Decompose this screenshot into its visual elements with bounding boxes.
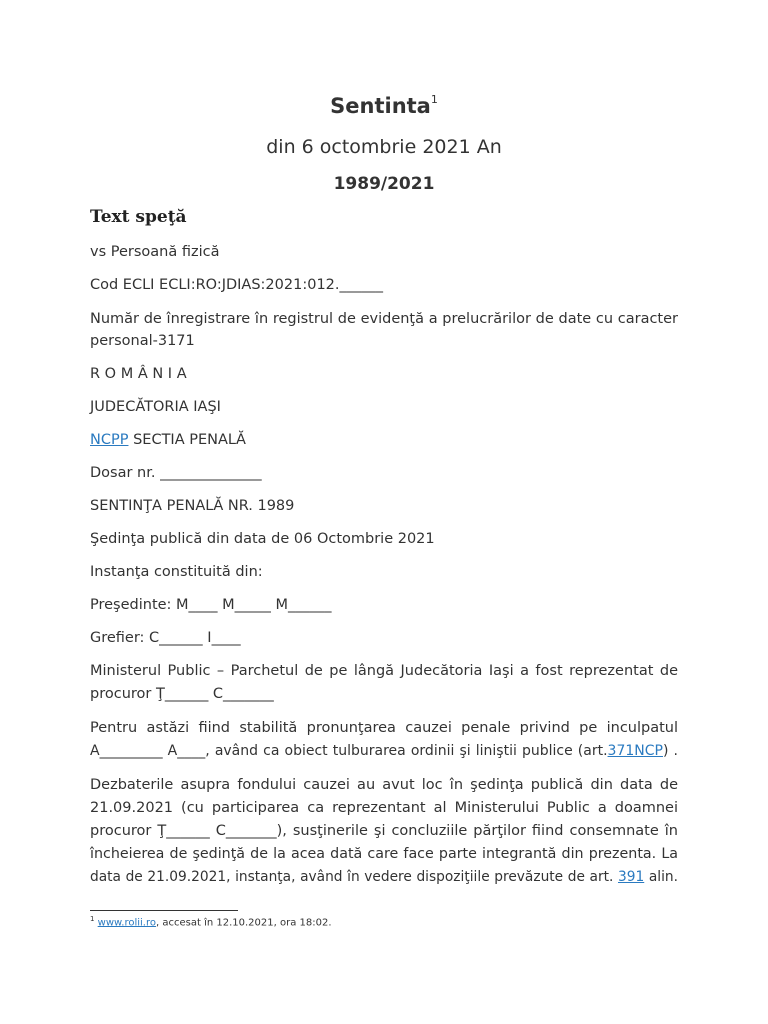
- ncpp-link[interactable]: NCPP: [90, 432, 129, 448]
- court-composition-line: Instanţa constituită din:: [90, 564, 263, 580]
- debate-end: alin.: [644, 869, 678, 885]
- prosecutor-line-2: procuror Ţ______ C_______: [90, 686, 274, 702]
- document-date: din 6 octombrie 2021 An: [266, 136, 502, 158]
- pronouncement-end: ) .: [662, 743, 678, 759]
- president-line: Preşedinte: M____ M_____ M______: [90, 597, 332, 613]
- ecli-line: Cod ECLI ECLI:RO:JDIAS:2021:012.______: [90, 277, 384, 293]
- article-371-link[interactable]: 371NCP: [607, 743, 663, 759]
- section-heading: Text speţă: [90, 207, 187, 227]
- title-text: Sentinta: [330, 94, 431, 118]
- sentence-number-line: SENTINŢA PENALĂ NR. 1989: [90, 498, 295, 514]
- hearing-line: Şedinţa publică din data de 06 Octombrie 2021: [90, 531, 435, 547]
- prosecutor-line-1: Ministerul Public – Parchetul de pe lângă Judecătoria Iaşi a fost reprezentat de: [90, 663, 678, 679]
- footnote-link[interactable]: www.rolii.ro: [97, 917, 156, 929]
- article-391-link[interactable]: 391: [617, 869, 645, 885]
- footnote-divider: [90, 910, 238, 911]
- pronouncement-line-2: [90, 740, 678, 762]
- debate-line-2: 21.09.2021 (cu participarea ca reprezentant al Ministerului Public a doamnei: [90, 800, 678, 816]
- footnote: [90, 915, 332, 928]
- pronouncement-line-1: Pentru astăzi fiind stabilită pronunţarea cauzei penale privind pe inculpatul: [90, 720, 678, 736]
- registry-line-2: personal-3171: [90, 333, 195, 349]
- pronouncement-text: A_________ A____, având ca obiect tulburarea ordinii şi liniştii publice (art.: [90, 743, 608, 759]
- document-title: [0, 94, 768, 118]
- section-line: [90, 429, 678, 451]
- party-line: vs Persoană fizică: [90, 244, 220, 260]
- debate-line-5: [90, 866, 678, 888]
- registry-line-1: Număr de înregistrare în registrul de evidenţă a prelucrărilor de date cu caracter: [90, 311, 678, 327]
- debate-text: data de 21.09.2021, instanţa, având în vedere dispoziţiile prevăzute de art.: [90, 869, 618, 885]
- section-rest: SECTIA PENALĂ: [128, 432, 246, 448]
- debate-line-4: încheierea de şedinţă de la acea dată care face parte integrantă din prezenta. La: [90, 846, 678, 862]
- clerk-line: Grefier: C______ I____: [90, 630, 241, 646]
- dossier-line: Dosar nr. ______________: [90, 465, 262, 481]
- footnote-ref: 1: [90, 915, 95, 923]
- title-footnote-ref[interactable]: 1: [430, 93, 438, 106]
- debate-line-3: procuror Ţ______ C_______), susţinerile şi concluziile părţilor fiind consemnate în: [90, 823, 678, 839]
- document-number: 1989/2021: [333, 174, 435, 194]
- debate-line-1: Dezbaterile asupra fondului cauzei au avut loc în şedinţa publică din data de: [90, 777, 678, 793]
- court-line: JUDECĂTORIA IAŞI: [90, 399, 221, 415]
- footnote-text: , accesat în 12.10.2021, ora 18:02.: [156, 917, 332, 929]
- country-line: R O M Â N I A: [90, 366, 187, 382]
